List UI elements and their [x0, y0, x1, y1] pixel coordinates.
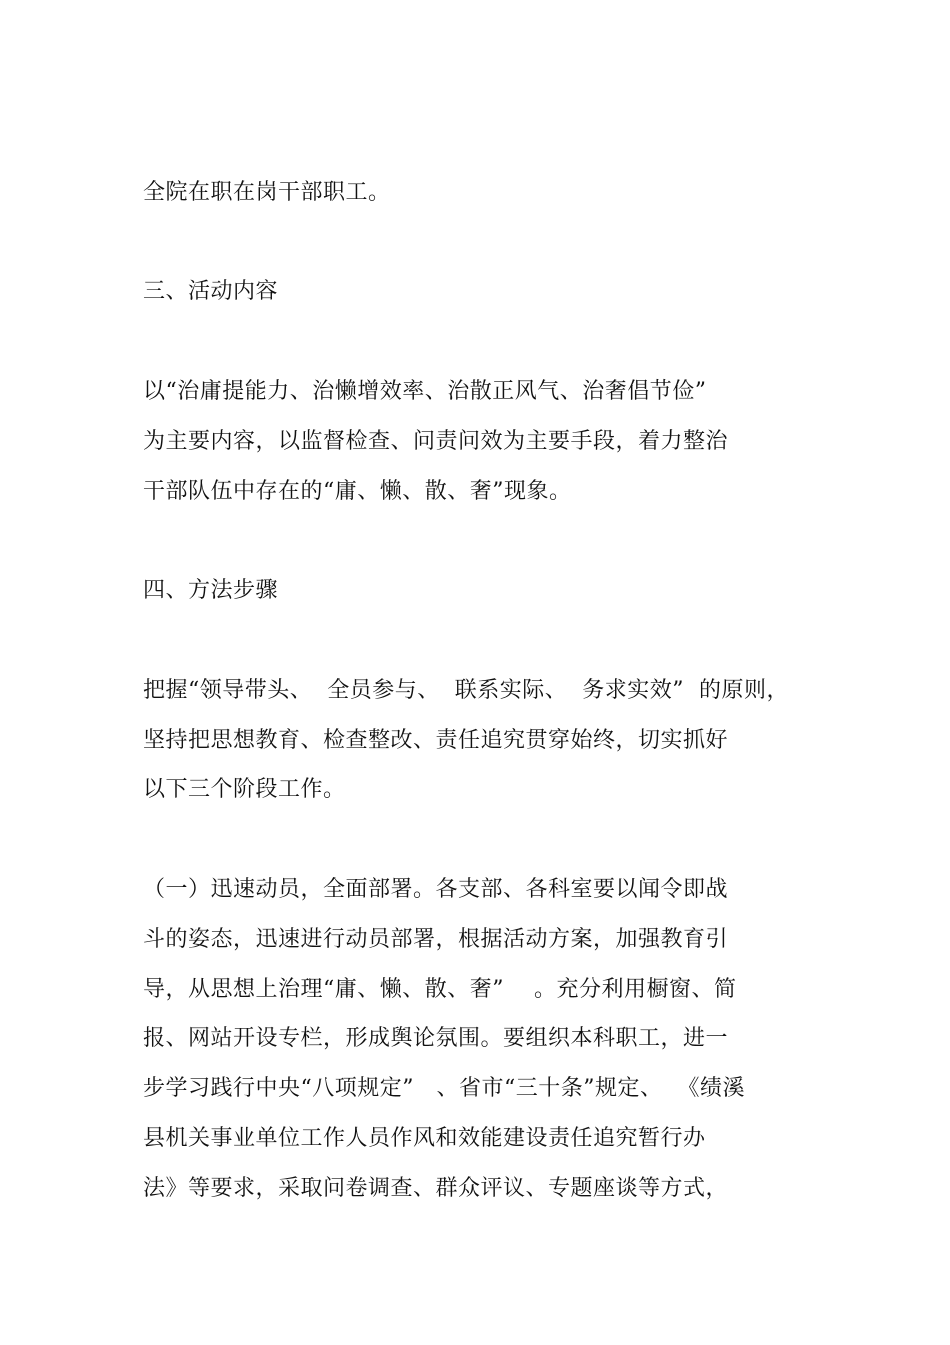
text-line: 干部队伍中存在的“庸、懒、散、奢”现象。	[143, 479, 572, 504]
text-line: 为主要内容，以监督检查、问责问效为主要手段，着力整治	[143, 429, 729, 454]
text-line: 斗的姿态，迅速进行动员部署，根据活动方案，加强教育引	[143, 927, 729, 952]
text-line: 县机关事业单位工作人员作风和效能建设责任追究暂行办	[143, 1126, 706, 1151]
text-line: 坚持把思想教育、检查整改、责任追究贯穿始终，切实抓好	[143, 728, 729, 753]
section-heading-4: 四、方法步骤	[143, 578, 279, 603]
text-line: 导，从思想上治理“庸、懒、散、奢” 。充分利用橱窗、简	[143, 977, 737, 1002]
text-line: 全院在职在岗干部职工。	[143, 180, 391, 205]
text-line: 把握“领导带头、 全员参与、 联系实际、 务求实效” 的原则，	[143, 678, 789, 703]
text-line: 以下三个阶段工作。	[143, 777, 346, 802]
text-line: 法》等要求，采取问卷调查、群众评议、专题座谈等方式，	[143, 1176, 729, 1201]
text-line: 以“治庸提能力、治懒增效率、治散正风气、治奢倡节俭”	[143, 379, 707, 404]
section-heading-3: 三、活动内容	[143, 279, 279, 304]
text-line: 步学习践行中央“八项规定” 、省市“三十条”规定、 《绩溪	[143, 1076, 745, 1101]
text-line: 报、网站开设专栏，形成舆论氛围。要组织本科职工，进一	[143, 1026, 729, 1051]
text-line: （一）迅速动员，全面部署。各支部、各科室要以闻令即战	[143, 877, 729, 902]
